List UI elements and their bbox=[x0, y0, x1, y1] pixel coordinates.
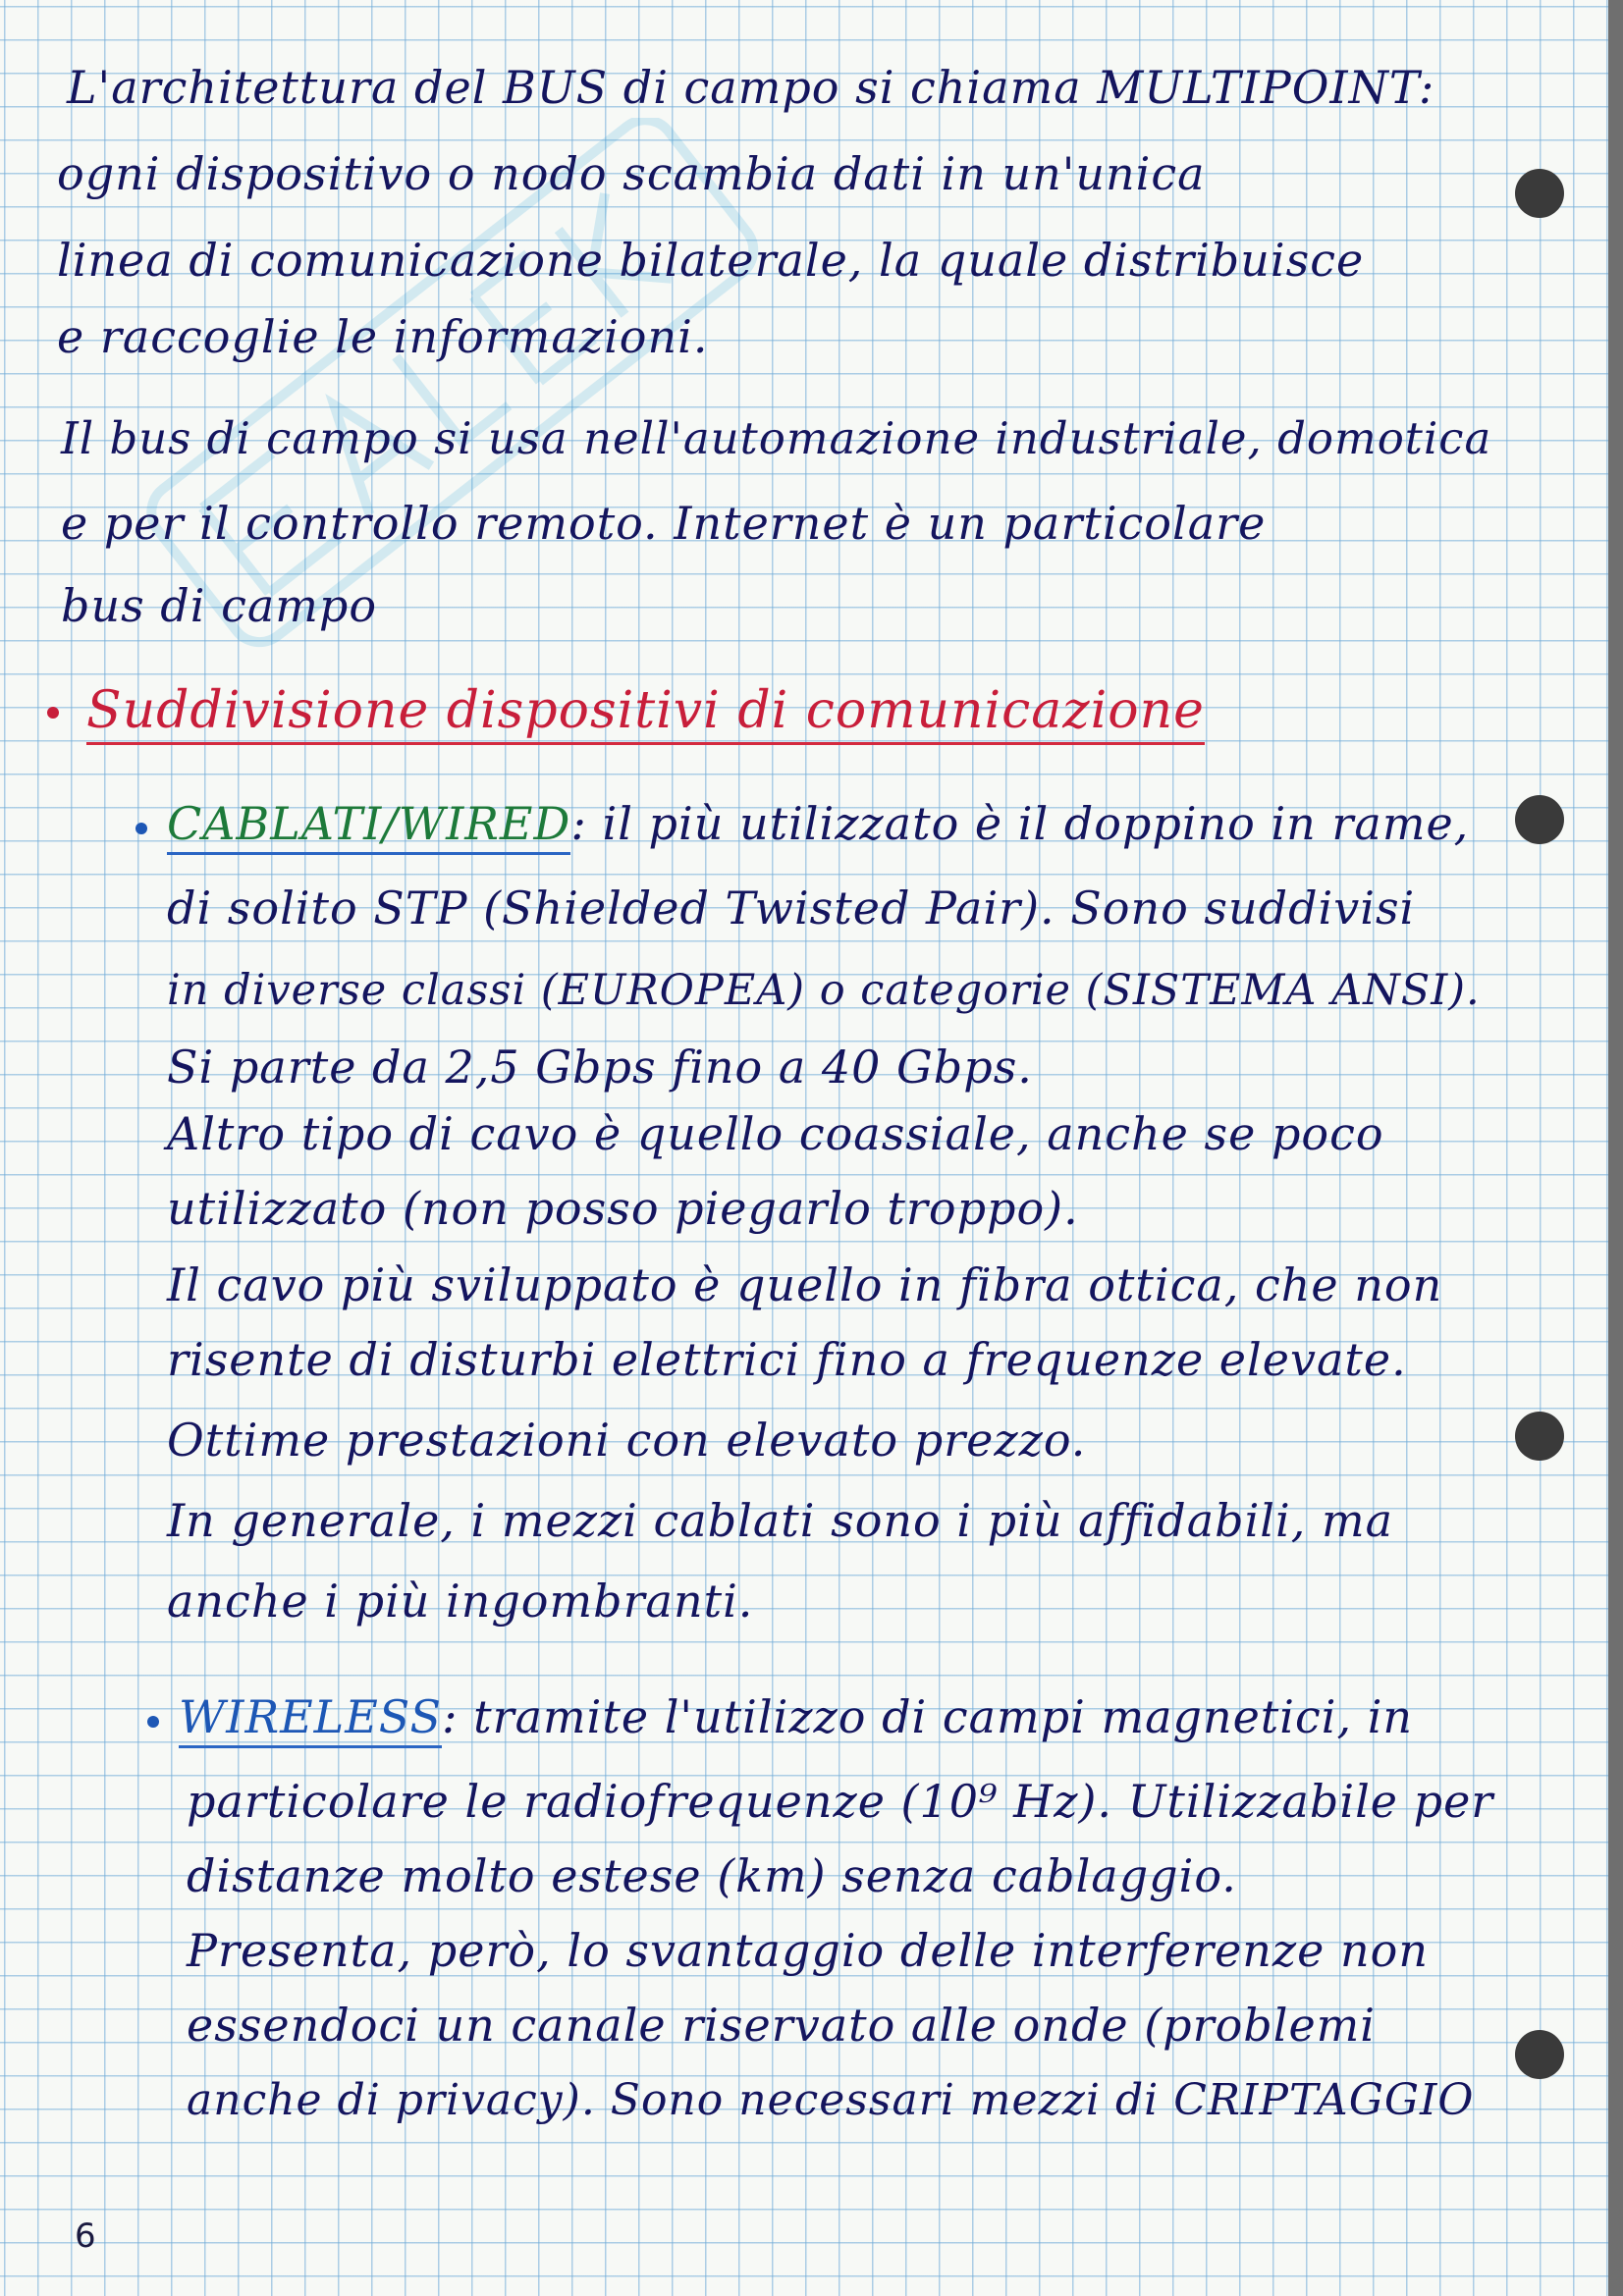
wireless-line-1 bbox=[179, 1690, 1413, 1743]
wired-line-7: Il cavo più sviluppato è quello in fibra ottica, che non bbox=[167, 1258, 1443, 1311]
wireless-line-5: essendoci un canale riservato alle onde (problemi bbox=[187, 1999, 1377, 2052]
usage-line-2: e per il controllo remoto. Internet è un particolare bbox=[61, 497, 1267, 550]
wired-line-2: di solito STP (Shielded Twisted Pair). Sono suddivisi bbox=[167, 881, 1416, 934]
wired-line-8: risente di disturbi elettrici fino a frequenze elevate. bbox=[167, 1333, 1407, 1386]
intro-line-2: ogni dispositivo o nodo scambia dati in un'unica bbox=[57, 147, 1206, 200]
section-heading-text: Suddivisione dispositivi di comunicazione bbox=[86, 681, 1205, 745]
wireless-line-3: distanze molto estese (km) senza cablaggio. bbox=[187, 1849, 1237, 1902]
usage-line-1: Il bus di campo si usa nell'automazione industriale, domotica bbox=[61, 412, 1492, 464]
wireless-line-6: anche di privacy). Sono necessari mezzi di CRIPTAGGIO bbox=[187, 2075, 1475, 2125]
page-number: 6 bbox=[75, 2216, 96, 2256]
binder-hole bbox=[1515, 169, 1564, 218]
wired-line-10: In generale, i mezzi cablati sono i più affidabili, ma bbox=[167, 1494, 1394, 1547]
wired-line-6: utilizzato (non posso piegarlo troppo). bbox=[167, 1182, 1079, 1235]
wired-text: : il più utilizzato è il doppino in rame, bbox=[570, 797, 1470, 850]
intro-line-3: linea di comunicazione bilaterale, la quale distribuisce bbox=[57, 234, 1365, 287]
wired-line-5: Altro tipo di cavo è quello coassiale, anche se poco bbox=[167, 1107, 1384, 1160]
wireless-line-4: Presenta, però, lo svantaggio delle interferenze non bbox=[187, 1924, 1429, 1977]
intro-line-1: L'architettura del BUS di campo si chiama MULTIPOINT: bbox=[67, 61, 1435, 114]
binder-hole bbox=[1515, 2030, 1564, 2079]
wired-line-1 bbox=[167, 797, 1469, 850]
wireless-term: WIRELESS bbox=[179, 1690, 442, 1748]
binder-hole bbox=[1515, 1412, 1564, 1461]
wired-term: CABLATI/WIRED bbox=[167, 797, 570, 855]
heading-bullet-icon bbox=[47, 707, 59, 719]
wireless-text: : tramite l'utilizzo di campi magnetici, in bbox=[442, 1690, 1414, 1743]
wired-line-9: Ottime prestazioni con elevato prezzo. bbox=[167, 1414, 1087, 1467]
wired-line-11: anche i più ingombranti. bbox=[167, 1575, 754, 1628]
wireless-line-2: particolare le radiofrequenze (10⁹ Hz). Utilizzabile per bbox=[187, 1775, 1494, 1828]
wireless-bullet-icon bbox=[147, 1716, 159, 1728]
wired-line-4: Si parte da 2,5 Gbps fino a 40 Gbps. bbox=[167, 1041, 1033, 1094]
intro-line-4: e raccoglie le informazioni. bbox=[57, 310, 709, 363]
wired-line-3: in diverse classi (EUROPEA) o categorie (SISTEMA ANSI). bbox=[167, 966, 1481, 1015]
binder-hole bbox=[1515, 795, 1564, 844]
usage-line-3: bus di campo bbox=[61, 579, 378, 632]
wired-bullet-icon bbox=[135, 823, 147, 834]
section-heading bbox=[86, 681, 1205, 740]
